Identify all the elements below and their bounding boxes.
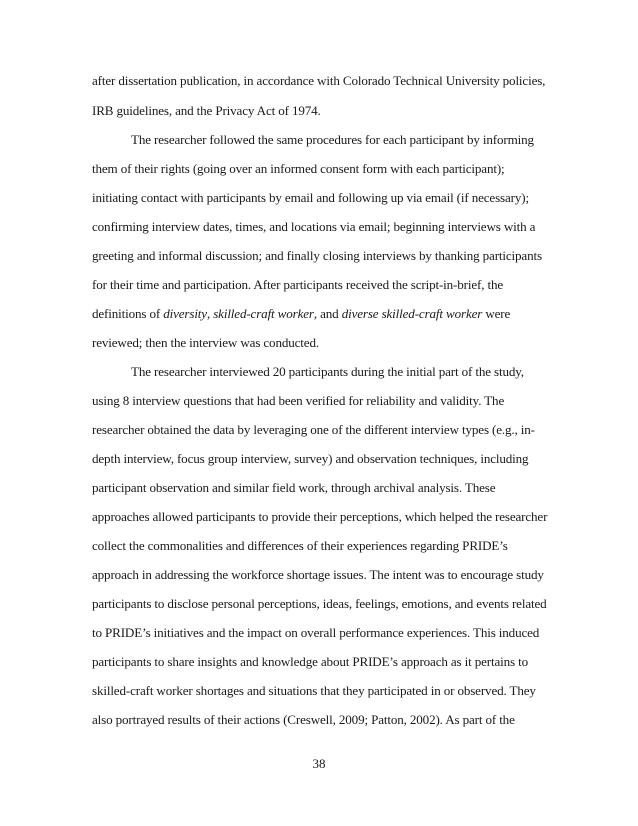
text-segment: definitions of xyxy=(92,306,164,321)
paragraph-first-line xyxy=(131,132,591,148)
text-segment: greeting and informal discussion; and finally closing interviews by thanking participants xyxy=(92,248,542,263)
text-segment: them of their rights (going over an informed consent form with each participant); xyxy=(92,161,505,176)
text-segment: skilled-craft worker shortages and situations that they participated in or observed. They xyxy=(92,683,536,698)
italic-term: diverse skilled-craft worker xyxy=(341,306,483,321)
body-line xyxy=(92,277,552,293)
body-line xyxy=(92,103,552,119)
paragraph-first-line xyxy=(131,364,591,380)
body-line xyxy=(92,596,552,612)
text-segment: IRB guidelines, and the Privacy Act of 1974. xyxy=(92,103,321,118)
text-segment: confirming interview dates, times, and locations via email; beginning interviews with a xyxy=(92,219,536,234)
text-segment: , and xyxy=(313,306,342,321)
body-line xyxy=(92,248,552,264)
text-segment: also portrayed results of their actions (Creswell, 2009; Patton, 2002). As part of the xyxy=(92,712,515,727)
body-line xyxy=(92,73,552,89)
body-line xyxy=(92,625,552,641)
text-segment: participants to disclose personal perceptions, ideas, feelings, emotions, and events related xyxy=(92,596,547,611)
body-line xyxy=(92,538,552,554)
text-segment: researcher obtained the data by leveraging one of the different interview types (e.g., in- xyxy=(92,422,535,437)
text-segment: approach in addressing the workforce shortage issues. The intent was to encourage study xyxy=(92,567,544,582)
text-segment: participant observation and similar field work, through archival analysis. These xyxy=(92,480,496,495)
body-line xyxy=(92,306,552,322)
body-line xyxy=(92,219,552,235)
body-line xyxy=(92,393,552,409)
text-segment: The researcher followed the same procedures for each participant by informing xyxy=(131,132,534,147)
text-segment: after dissertation publication, in accordance with Colorado Technical University policies, xyxy=(92,73,546,88)
italic-term: diversity xyxy=(163,306,207,321)
text-segment: collect the commonalities and differences of their experiences regarding PRIDE’s xyxy=(92,538,508,553)
text-segment: approaches allowed participants to provide their perceptions, which helped the researcher xyxy=(92,509,548,524)
body-line xyxy=(92,683,552,699)
body-line xyxy=(92,480,552,496)
body-line xyxy=(92,335,552,351)
italic-term: skilled-craft worker xyxy=(213,306,314,321)
text-segment: for their time and participation. After participants received the script-in-brief, the xyxy=(92,277,504,292)
text-segment: , xyxy=(206,306,214,321)
body-line xyxy=(92,654,552,670)
body-line xyxy=(92,451,552,467)
body-line xyxy=(92,190,552,206)
text-segment: were xyxy=(482,306,511,321)
text-segment: depth interview, focus group interview, survey) and observation techniques, including xyxy=(92,451,529,466)
body-line xyxy=(92,509,552,525)
text-segment: reviewed; then the interview was conducted. xyxy=(92,335,319,350)
body-line xyxy=(92,567,552,583)
text-segment: The researcher interviewed 20 participants during the initial part of the study, xyxy=(131,364,524,379)
body-line xyxy=(92,422,552,438)
text-segment: using 8 interview questions that had been verified for reliability and validity. The xyxy=(92,393,505,408)
text-segment: to PRIDE’s initiatives and the impact on overall performance experiences. This induced xyxy=(92,625,540,640)
page-number: 38 xyxy=(312,756,326,771)
body-line xyxy=(92,161,552,177)
text-segment: participants to share insights and knowledge about PRIDE’s approach as it pertains to xyxy=(92,654,528,669)
text-segment: initiating contact with participants by email and following up via email (if necessary); xyxy=(92,190,529,205)
body-line xyxy=(92,712,552,728)
